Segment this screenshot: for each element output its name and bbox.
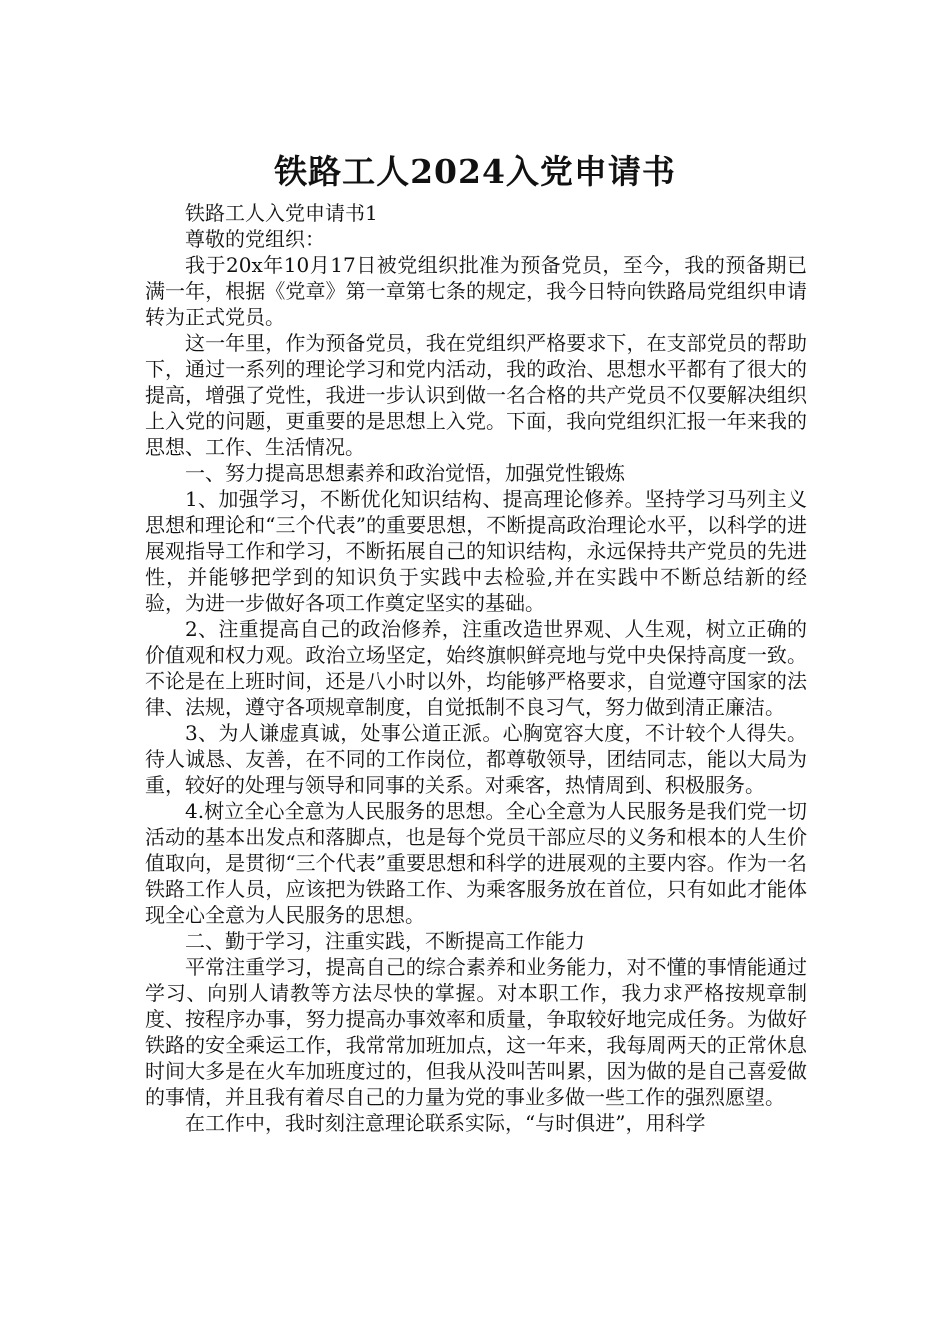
paragraph-practice: 在工作中，我时刻注意理论联系实际，“与时俱进”，用科学 bbox=[185, 1111, 706, 1135]
paragraph-summary: 这一年里，作为预备党员，我在党组织严格要求下，在支部党员的帮助下，通过一系列的理论学习和党内活动，我的政治、思想水平都有了很大的提高，增强了党性，我进一步认识到做一名合格的共产党员不仅要解决组织上入党的问题，更重要的是思想上入党。下面，我向党组织汇报一年来我的思想、工作、生活情况。 bbox=[145, 331, 807, 459]
document-title: 铁路工人2024入党申请书 bbox=[274, 152, 676, 192]
section-heading-2: 二、勤于学习，注重实践，不断提高工作能力 bbox=[185, 929, 585, 953]
paragraph-intro: 我于20x年10月17日被党组织批准为预备党员，至今，我的预备期已满一年，根据《党章》第一章第七条的规定，我今日特向铁路局党组织申请转为正式党员。 bbox=[145, 253, 807, 329]
paragraph-item-1: 1、加强学习，不断优化知识结构、提高理论修养。坚持学习马列主义思想和理论和“三个代表”的重要思想，不断提高政治理论水平，以科学的进展观指导工作和学习，不断拓展自己的知识结构，永远保持共产党员的先进性，并能够把学到的知识负于实践中去检验,并在实践中不断总结新的经验，为进一步做好各项工作奠定坚实的基础。 bbox=[145, 487, 807, 615]
paragraph-item-2: 2、注重提高自己的政治修养，注重改造世界观、人生观，树立正确的价值观和权力观。政治立场坚定，始终旗帜鲜亮地与党中央保持高度一致。不论是在上班时间，还是八小时以外，均能够严格要求，自觉遵守国家的法律、法规，遵守各项规章制度，自觉抵制不良习气，努力做到清正廉洁。 bbox=[145, 617, 807, 719]
paragraph-item-3: 3、为人谦虚真诚，处事公道正派。心胸宽容大度，不计较个人得失。待人诚恳、友善，在不同的工作岗位，都尊敬领导，团结同志，能以大局为重，较好的处理与领导和同事的关系。对乘客，热情周到、积极服务。 bbox=[145, 721, 807, 797]
subtitle-line: 铁路工人入党申请书1 bbox=[185, 201, 378, 225]
paragraph-work: 平常注重学习，提高自己的综合素养和业务能力，对不懂的事情能通过学习、向别人请教等方法尽快的掌握。对本职工作，我力求严格按规章制度、按程序办事，努力提高办事效率和质量，争取较好地完成任务。为做好铁路的安全乘运工作，我常常加班加点，这一年来，我每周两天的正常休息时间大多是在火车加班度过的，但我从没叫苦叫累，因为做的是自己喜爱做的事情，并且我有着尽自己的力量为党的事业多做一些工作的强烈愿望。 bbox=[145, 955, 807, 1109]
document-body bbox=[145, 200, 807, 1136]
paragraph-item-4: 4.树立全心全意为人民服务的思想。全心全意为人民服务是我们党一切活动的基本出发点和落脚点，也是每个党员干部应尽的义务和根本的人生价值取向，是贯彻“三个代表”重要思想和科学的进展观的主要内容。作为一名铁路工作人员，应该把为铁路工作、为乘客服务放在首位，只有如此才能体现全心全意为人民服务的思想。 bbox=[145, 799, 807, 927]
salutation: 尊敬的党组织： bbox=[185, 227, 325, 251]
section-heading-1: 一、努力提高思想素养和政治觉悟，加强党性锻炼 bbox=[185, 461, 625, 485]
